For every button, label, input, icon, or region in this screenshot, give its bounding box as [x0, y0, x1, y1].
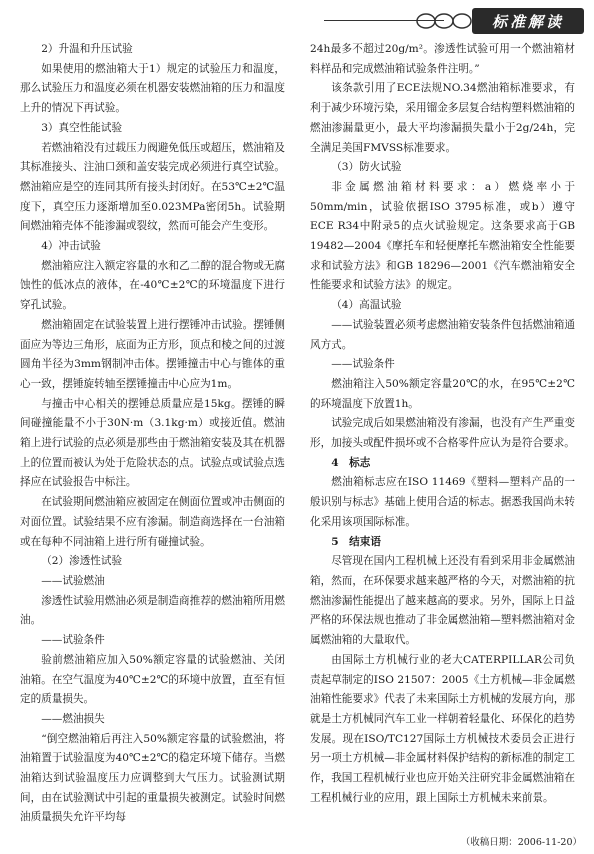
section-heading: 3）真空性能试验 — [41, 121, 123, 134]
paragraph: 若燃油箱没有过载压力阀避免低压或超压，燃油箱及其标准接头、注油口颈和盖安装完成必须进行真空试验。燃油箱应是空的连同其所有接头封闭好。在53℃±2℃温度下，真空压力逐渐增加至0.023MPa密闭5h。试验期间燃油箱壳体不能渗漏或裂纹，然而可能会产生变形。 — [20, 141, 285, 233]
paragraph: 验前燃油箱应加入50%额定容量的试验燃油、关闭油箱。在空气温度为40℃±2℃的环境中放置，直至有恒定的质量损失。 — [20, 653, 285, 706]
right-column — [310, 40, 575, 808]
section-heading: （3）防火试验 — [331, 161, 402, 174]
paragraph: 渗透性试验用燃油必须是制造商推荐的燃油箱所用燃油。 — [20, 594, 285, 627]
paragraph: ——试验燃油 — [41, 574, 105, 587]
paragraph: 燃油箱标志应在ISO 11469《塑料—塑料产品的一般识别与标志》基础上使用合适的标志。据悉我国尚未转化采用该项国际标准。 — [310, 476, 575, 528]
section-heading: 4）冲击试验 — [41, 240, 101, 253]
paragraph: 在试验期间燃油箱应被固定在侧面位置或冲击侧面的对面位置。试验结果不应有渗漏。制造商选择在一台油箱或在每种不同油箱上进行所有碰撞试验。 — [20, 496, 285, 548]
paragraph: 由国际土方机械行业的老大CATERPILLAR公司负责起草制定的ISO 21507：2005《土方机械—非金属燃油箱性能要求》代表了未来国际土方机械的发展方向，那就是土方机械同汽车工业一样朝着轻量化、环保化的趋势发展。现在ISO/TC127国际土方机械技术委员会正进行另一项土方机械—非金属材料保护结构的新标准的制定工作，我国工程机械行业也应开始关注研究非金属燃油箱在工程机械行业的应用，跟上国际土方机械未来前景。 — [310, 653, 575, 804]
paragraph: 24h最多不超过20g/m²。渗透性试验可用一个燃油箱材料样品和完成燃油箱试验条件注明。” — [310, 43, 575, 75]
page-header — [324, 8, 584, 34]
paragraph: 非金属燃油箱材料要求：a）燃烧率小于50mm/min，试验依据ISO 3795标准，或b）遵守ECE R34中附录5的点火试验规定。这条要求高于GB 19482—2004《摩托车和轻便摩托车燃油箱安全性能要求和试验方法》和GB 18296—2001《汽车燃油箱安全性能要求和试验方法》的规定。 — [310, 180, 575, 292]
paragraph: ——试验条件 — [41, 634, 105, 647]
paragraph: 如果使用的燃油箱大于1）规定的试验压力和温度，那么试验压力和温度必须在机器安装燃油箱的压力和温度上升的情况下再试验。 — [20, 62, 285, 115]
paragraph: “倒空燃油箱后再注入50%额定容量的试验燃油，将油箱置于试验温度为40℃±2℃的稳定环境下储存。当燃油箱达到试验温度压力应调整到大气压力。试验测试期间，由在试验测试中引起的重量损失被测定。试验时间燃油质量损失允许平均每 — [20, 732, 285, 824]
paragraph: 试验完成后如果燃油箱没有渗漏，也没有产生严重变形，加接头或配件损坏或不合格零件应认为是符合要求。 — [310, 417, 575, 450]
section-heading: （4）高温试验 — [331, 299, 402, 312]
paragraph: 燃油箱应注入额定容量的水和乙二醇的混合物或无腐蚀性的低冰点的液体，在-40℃±2℃的环境温度下进行穿孔试验。 — [20, 259, 285, 312]
paragraph: 尽管现在国内工程机械上还没有看到采用非金属燃油箱，然而，在环保要求越来越严格的今天，对燃油箱的抗燃油渗漏性能提出了越来越高的要求。另外，国际上日益严格的环保法规也推动了非金属燃油箱—塑料燃油箱对金属燃油箱的大量取代。 — [310, 555, 575, 647]
section-heading: （2）渗透性试验 — [41, 555, 123, 568]
paragraph: ——燃油损失 — [41, 712, 105, 725]
paragraph: ——试验条件 — [331, 358, 395, 371]
paragraph: 燃油箱固定在试验装置上进行摆锤冲击试验。摆锤侧面应为等边三角形，底面为正方形，顶点和棱之间的过渡圆角半径为3mm钢制冲击体。摆锤撞击中心与锥体的重心一致，摆锤旋转轴至摆锤撞击中心应为1m。 — [20, 318, 285, 390]
header-rings-icon — [416, 12, 472, 30]
section-heading: 4 标志 — [331, 456, 371, 469]
paragraph: 该条款引用了ECE法规NO.34燃油箱标准要求，有利于减少环境污染，采用镏金多层复合结构塑料燃油箱的燃油渗漏量更小，最大平均渗漏损失量小于2g/24h，完全满足美国FMVSS标准要求。 — [310, 82, 575, 154]
received-date: （收稿日期：2006-11-20） — [460, 837, 582, 848]
left-column — [20, 40, 285, 828]
section-heading: 2）升温和升压试验 — [41, 43, 133, 55]
section-heading: 5 结束语 — [331, 535, 381, 548]
section-banner: 标准解读 — [472, 8, 584, 34]
paragraph: 与撞击中心相关的摆锤总质量应是15kg。摆锤的瞬间碰撞能量不小于30N·m（3.1kg·m）或接近值。燃油箱上进行试验的点必须是那些由于燃油箱安装及其在机器上的位置而被认为处于危险状态的点。试验点或试验点选择应在试验报告中标注。 — [20, 397, 285, 489]
paragraph: 燃油箱注入50%额定容量20℃的水，在95℃±2℃的环境温度下放置1h。 — [310, 377, 575, 410]
paragraph: ——试验装置必须考虑燃油箱安装条件包括燃油箱通风方式。 — [310, 318, 575, 351]
